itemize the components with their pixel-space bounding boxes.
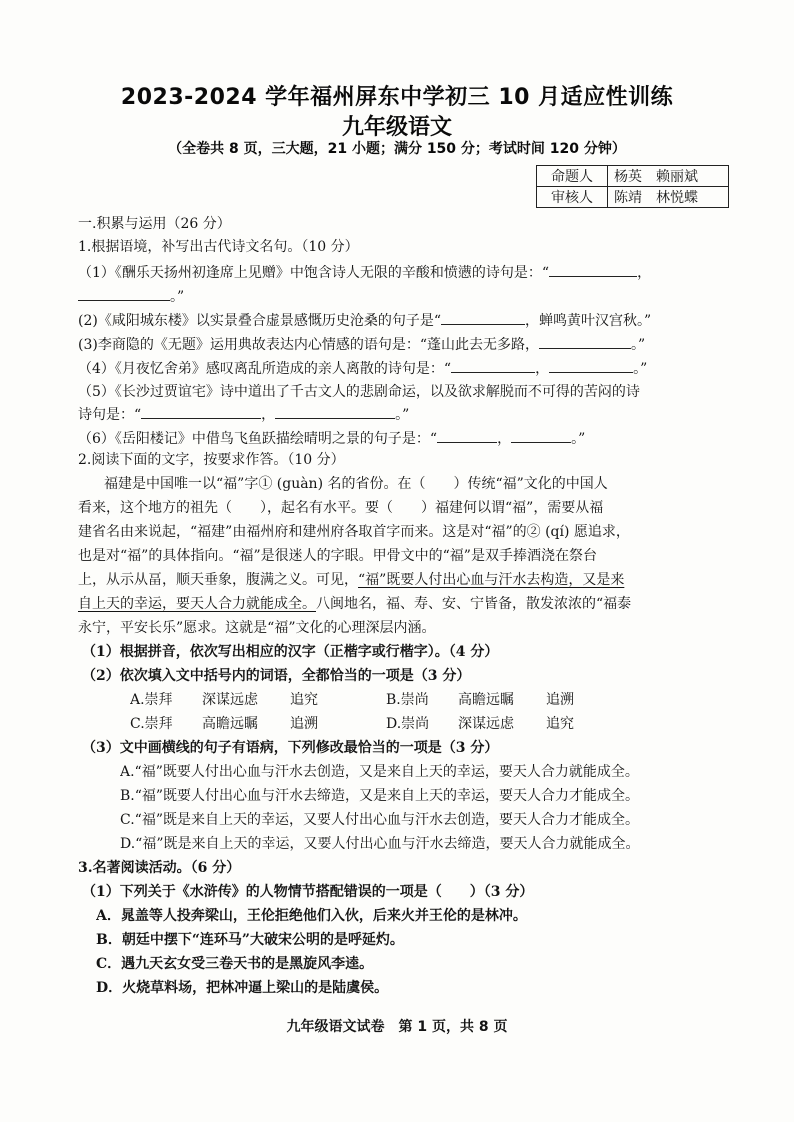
q2-sub-3-option-c[interactable]: C.“福”既是来自上天的幸运，又要人付出心血与汗水去创造，要天人合力才能成全。 <box>120 812 639 828</box>
question-3-stem: 3.名著阅读活动。（6 分） <box>78 860 241 876</box>
q1-item-5: （5）《长沙过贾谊宅》诗中道出了千古文人的悲剧命运，以及欲求解脱而不可得的苦闷的诗 <box>78 384 640 400</box>
q1-item-4: （4）《月夜忆舍弟》感叹离乱所造成的亲人离散的诗句是：“ ， 。” <box>78 358 768 379</box>
q1-item-1: （1）《酬乐天扬州初逢席上见赠》中饱含诗人无限的辛酸和愤懑的诗句是：“ ， <box>78 262 768 283</box>
section-heading: 一.积累与运用（26 分） <box>78 216 231 232</box>
q2-options-row <box>130 690 794 710</box>
underlined-sentence: 自上天的幸运，要天人合力就能成全。 <box>78 596 316 612</box>
q3-option-d[interactable]: D．火烧草料场，把林冲逼上梁山的是陆虞侯。 <box>96 980 389 996</box>
exam-title: 2023-2024 学年福州屏东中学初三 10 月适应性训练 <box>120 85 674 110</box>
option-label[interactable]: A.崇拜 <box>130 692 173 708</box>
passage-line: 福建是中国唯一以“福”字① (guàn) 名的省份。在（ ）传统“福”文化的中国人 <box>104 476 608 492</box>
answer-blank[interactable] <box>141 404 261 419</box>
q2-sub-3: （3）文中画横线的句子有语病，下列修改最恰当的一项是（3 分） <box>82 740 499 756</box>
option-word: 追究 <box>290 692 318 708</box>
q3-option-a[interactable]: A．晁盖等人投奔梁山，王伦拒绝他们入伙，后来火并王伦的是林冲。 <box>96 908 527 924</box>
answer-blank[interactable] <box>437 428 497 443</box>
staff-table <box>536 165 729 208</box>
question-1-stem: 1.根据语境，补写出古代诗文名句。（10 分） <box>78 239 359 255</box>
answer-blank[interactable] <box>549 262 637 277</box>
staff-names: 杨英 赖丽斌 <box>608 166 729 187</box>
answer-blank[interactable] <box>78 286 170 301</box>
q3-option-c[interactable]: C．遇九天玄女受三卷天书的是黑旋风李逵。 <box>96 956 374 972</box>
q1-item-2: (2)《咸阳城东楼》以实景叠合虚景感慨历史沧桑的句子是“ ，蝉鸣黄叶汉宫秋。” <box>78 310 768 331</box>
answer-blank[interactable] <box>441 310 525 325</box>
page-footer: 九年级语文试卷 第 1 页，共 8 页 <box>286 1019 508 1035</box>
answer-blank[interactable] <box>275 404 395 419</box>
option-word: 高瞻远瞩 <box>458 692 514 708</box>
q1-item-6: （6）《岳阳楼记》中借鸟飞鱼跃描绘晴明之景的句子是：“ ， 。” <box>78 428 768 449</box>
passage-line: 看来，这个地方的祖先（ ），起名有水平。要（ ）福建何以谓“福”，需要从福 <box>78 500 604 516</box>
option-word: 追究 <box>546 716 574 732</box>
answer-blank[interactable] <box>451 358 535 373</box>
option-word: 追溯 <box>290 716 318 732</box>
staff-role: 命题人 <box>537 166 608 187</box>
answer-blank[interactable] <box>539 334 631 349</box>
passage-line: 也是对“福”的具体指向。“福”是很迷人的字眼。甲骨文中的“福”是双手捧酒浇在祭台 <box>78 548 597 564</box>
q3-option-b[interactable]: B．朝廷中摆下“连环马”大破宋公明的是呼延灼。 <box>96 932 404 948</box>
question-2-stem: 2.阅读下面的文字，按要求作答。（10 分） <box>78 452 345 468</box>
q2-options-row <box>130 714 794 734</box>
option-word: 追溯 <box>546 692 574 708</box>
q2-sub-2: （2）依次填入文中括号内的词语，全都恰当的一项是（3 分） <box>82 668 471 684</box>
underlined-sentence: “福”既要人付出心血与汗水去构造，又是来 <box>358 572 625 588</box>
option-label[interactable]: B.崇尚 <box>386 692 429 708</box>
passage-line: 自上天的幸运，要天人合力就能成全。八闽地名，福、寿、安、宁皆备，散发浓浓的“福泰 <box>78 596 632 612</box>
option-word: 深谋远虑 <box>458 716 514 732</box>
q2-sub-1: （1）根据拼音，依次写出相应的汉字（正楷字或行楷字）。（4 分） <box>82 644 499 660</box>
exam-subject: 九年级语文 <box>341 115 452 140</box>
answer-blank[interactable] <box>511 428 571 443</box>
q3-sub-1: （1）下列关于《水浒传》的人物情节搭配错误的一项是（ ）（3 分） <box>82 884 534 900</box>
option-label[interactable]: C.崇拜 <box>130 716 173 732</box>
passage-line: 永宁，平安长乐”愿求。这就是“福”文化的心理深层内涵。 <box>78 620 436 636</box>
passage-line: 建省名由来说起，“福建”由福州府和建州府各取首字而来。这是对“福”的② (qí) 愿追求， <box>78 524 630 540</box>
q1-item-5-cont: 诗句是：“ ， 。” <box>78 404 768 425</box>
answer-blank[interactable] <box>549 358 633 373</box>
q2-sub-3-option-d[interactable]: D.“福”既是来自上天的幸运，又要人付出心血与汗水去缔造，要天人合力就能成全。 <box>120 836 640 852</box>
q2-sub-3-option-a[interactable]: A.“福”既要人付出心血与汗水去创造，又是来自上天的幸运，要天人合力就能成全。 <box>120 764 639 780</box>
option-word: 深谋远虑 <box>202 692 258 708</box>
option-word: 高瞻远瞩 <box>202 716 258 732</box>
passage-line: 上，从示从畐，顺天垂象，腹满之义。可见，“福”既要人付出心血与汗水去构造，又是来 <box>78 572 625 588</box>
q1-item-1-cont: 。” <box>78 286 768 307</box>
exam-info: （全卷共 8 页，三大题，21 小题；满分 150 分；考试时间 120 分钟） <box>168 141 626 157</box>
staff-role: 审核人 <box>537 187 608 208</box>
staff-row <box>537 187 729 208</box>
staff-row <box>537 166 729 187</box>
q1-item-3: (3)李商隐的《无题》运用典故表达内心情感的语句是：“蓬山此去无多路， 。” <box>78 334 768 355</box>
q2-sub-3-option-b[interactable]: B.“福”既要人付出心血与汗水去缔造，又是来自上天的幸运，要天人合力才能成全。 <box>120 788 640 804</box>
option-label[interactable]: D.崇尚 <box>386 716 430 732</box>
staff-names: 陈靖 林悦蝶 <box>608 187 729 208</box>
